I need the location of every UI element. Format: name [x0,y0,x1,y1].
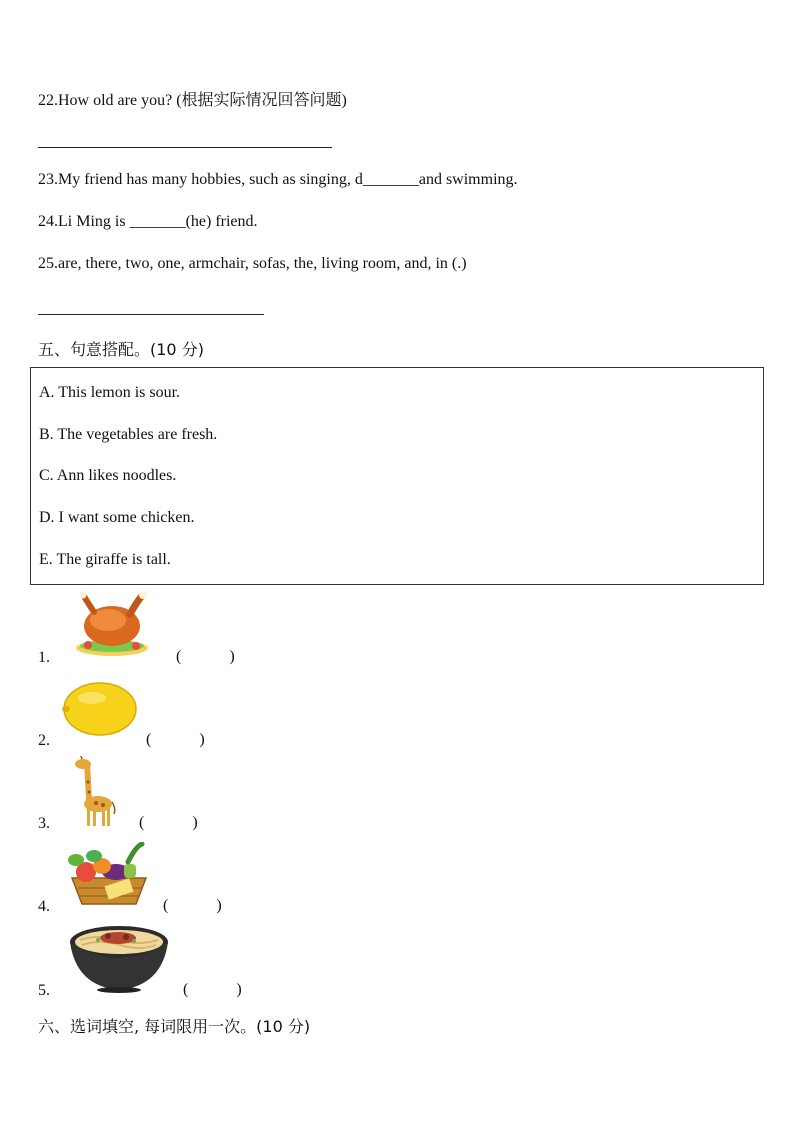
answer-paren-2[interactable]: ( ) [146,731,205,748]
answer-paren-5[interactable]: ( ) [183,981,242,998]
question-23: 23.My friend has many hobbies, such as singing, d_______and swimming. [38,171,518,188]
answer-line-22[interactable] [38,147,332,148]
item-2-number: 2. [38,732,50,749]
answer-line-25[interactable] [38,314,264,315]
option-b: B. The vegetables are fresh. [39,426,218,443]
options-box [30,367,764,585]
item-3-number: 3. [38,815,50,832]
section-5-title: 五、句意搭配。(10 分) [38,340,204,359]
item-1-number: 1. [38,649,50,666]
option-a: A. This lemon is sour. [39,384,181,401]
answer-paren-4[interactable]: ( ) [163,897,222,914]
section-6-title: 六、选词填空, 每词限用一次。(10 分) [38,1017,311,1036]
roast-chicken-icon [72,590,152,658]
option-c: C. Ann likes noodles. [39,467,177,484]
option-d: D. I want some chicken. [39,509,195,526]
answer-paren-1[interactable]: ( ) [176,648,235,665]
answer-paren-3[interactable]: ( ) [139,814,198,831]
question-25: 25.are, there, two, one, armchair, sofas, the, living room, and, in (.) [38,255,467,272]
lemon-icon [60,680,140,738]
question-22: 22.How old are you? (根据实际情况回答问题) [38,92,347,109]
item-4-number: 4. [38,898,50,915]
giraffe-icon [70,756,116,828]
vegetable-basket-icon [66,842,152,908]
item-5-number: 5. [38,982,50,999]
question-24: 24.Li Ming is _______(he) friend. [38,213,258,230]
noodle-bowl-icon [68,924,170,994]
option-e: E. The giraffe is tall. [39,551,171,568]
